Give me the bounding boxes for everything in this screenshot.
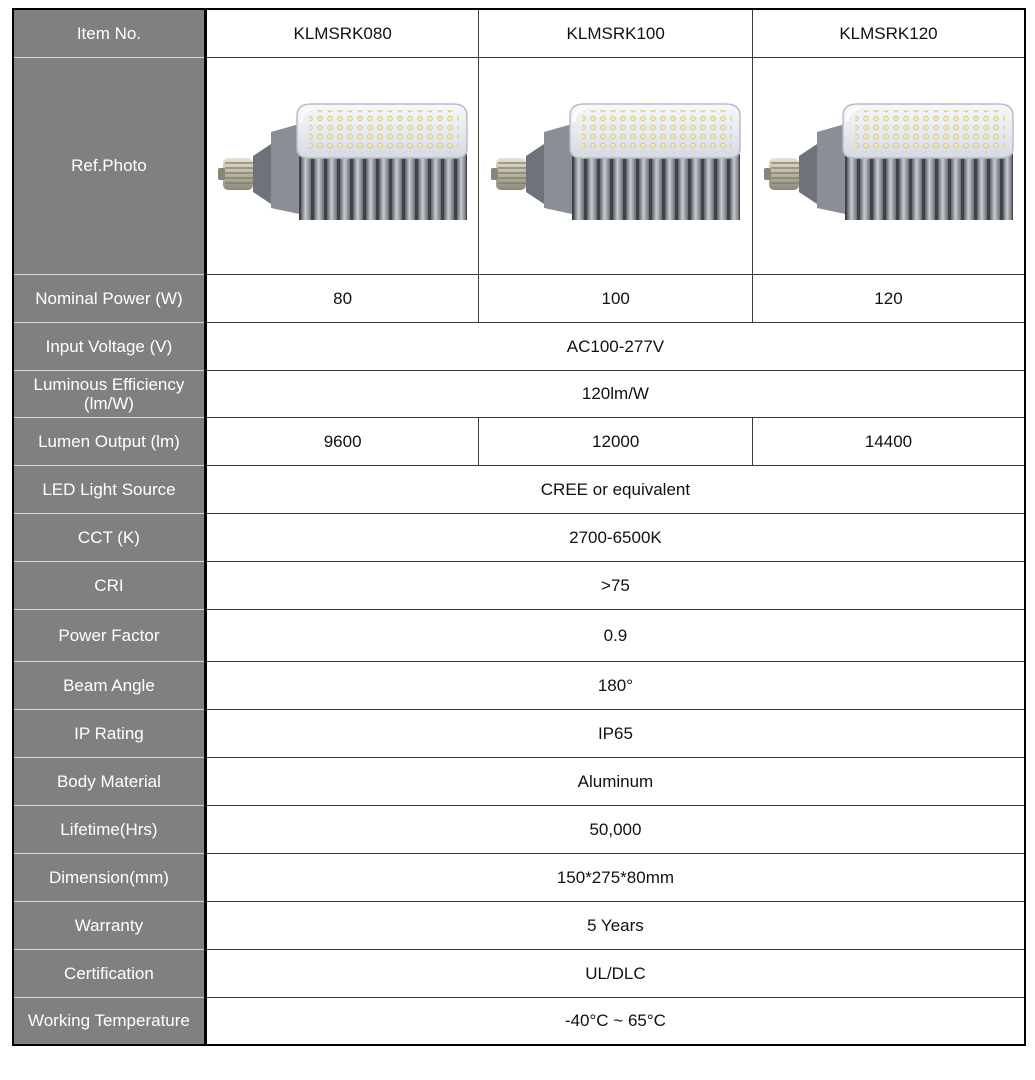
item-no-label: Item No. <box>13 9 205 57</box>
table-row <box>13 274 1025 322</box>
photo-row <box>13 57 1025 274</box>
photo-cell <box>205 57 479 274</box>
row-label: Lumen Output (lm) <box>13 417 205 465</box>
row-label: Lifetime(Hrs) <box>13 805 205 853</box>
row-value: 180° <box>205 661 1025 709</box>
model-cell: KLMSRK120 <box>752 9 1025 57</box>
ref-photo-label: Ref.Photo <box>13 57 205 274</box>
row-value: -40°C ~ 65°C <box>205 997 1025 1045</box>
row-label: Input Voltage (V) <box>13 322 205 370</box>
row-value: CREE or equivalent <box>205 465 1025 513</box>
row-value: 0.9 <box>205 609 1025 661</box>
row-label: LED Light Source <box>13 465 205 513</box>
table-row <box>13 901 1025 949</box>
table-row <box>13 322 1025 370</box>
table-row <box>13 661 1025 709</box>
row-value: 9600 <box>205 417 479 465</box>
table-row <box>13 417 1025 465</box>
table-row <box>13 805 1025 853</box>
header-row <box>13 9 1025 57</box>
photo-cell <box>752 57 1025 274</box>
row-label: CRI <box>13 561 205 609</box>
row-value: AC100-277V <box>205 322 1025 370</box>
table-row <box>13 997 1025 1045</box>
photo-cell <box>479 57 753 274</box>
model-cell: KLMSRK100 <box>479 9 753 57</box>
row-label: Certification <box>13 949 205 997</box>
table-row <box>13 561 1025 609</box>
row-label: Power Factor <box>13 609 205 661</box>
table-row <box>13 370 1025 417</box>
table-row <box>13 757 1025 805</box>
row-value: >75 <box>205 561 1025 609</box>
row-label: Working Temperature <box>13 997 205 1045</box>
row-value: 12000 <box>479 417 753 465</box>
row-value: 120 <box>752 274 1025 322</box>
table-row <box>13 609 1025 661</box>
row-value: Aluminum <box>205 757 1025 805</box>
row-label: Nominal Power (W) <box>13 274 205 322</box>
row-value: 120lm/W <box>205 370 1025 417</box>
row-value: IP65 <box>205 709 1025 757</box>
row-value: 2700-6500K <box>205 513 1025 561</box>
led-lamp-photo <box>761 96 1016 236</box>
row-label: Warranty <box>13 901 205 949</box>
table-row <box>13 949 1025 997</box>
row-value: 14400 <box>752 417 1025 465</box>
row-label: CCT (K) <box>13 513 205 561</box>
row-value: 100 <box>479 274 753 322</box>
table-row <box>13 853 1025 901</box>
row-label: Luminous Efficiency (lm/W) <box>13 370 205 417</box>
table-row <box>13 513 1025 561</box>
row-label: Dimension(mm) <box>13 853 205 901</box>
row-value: 50,000 <box>205 805 1025 853</box>
model-cell: KLMSRK080 <box>205 9 479 57</box>
row-label: Beam Angle <box>13 661 205 709</box>
table-row <box>13 709 1025 757</box>
row-value: 80 <box>205 274 479 322</box>
row-value: 150*275*80mm <box>205 853 1025 901</box>
led-lamp-photo <box>215 96 470 236</box>
row-value: UL/DLC <box>205 949 1025 997</box>
row-value: 5 Years <box>205 901 1025 949</box>
row-label: IP Rating <box>13 709 205 757</box>
table-row <box>13 465 1025 513</box>
led-lamp-photo <box>488 96 743 236</box>
spec-table <box>12 8 1026 1046</box>
row-label: Body Material <box>13 757 205 805</box>
